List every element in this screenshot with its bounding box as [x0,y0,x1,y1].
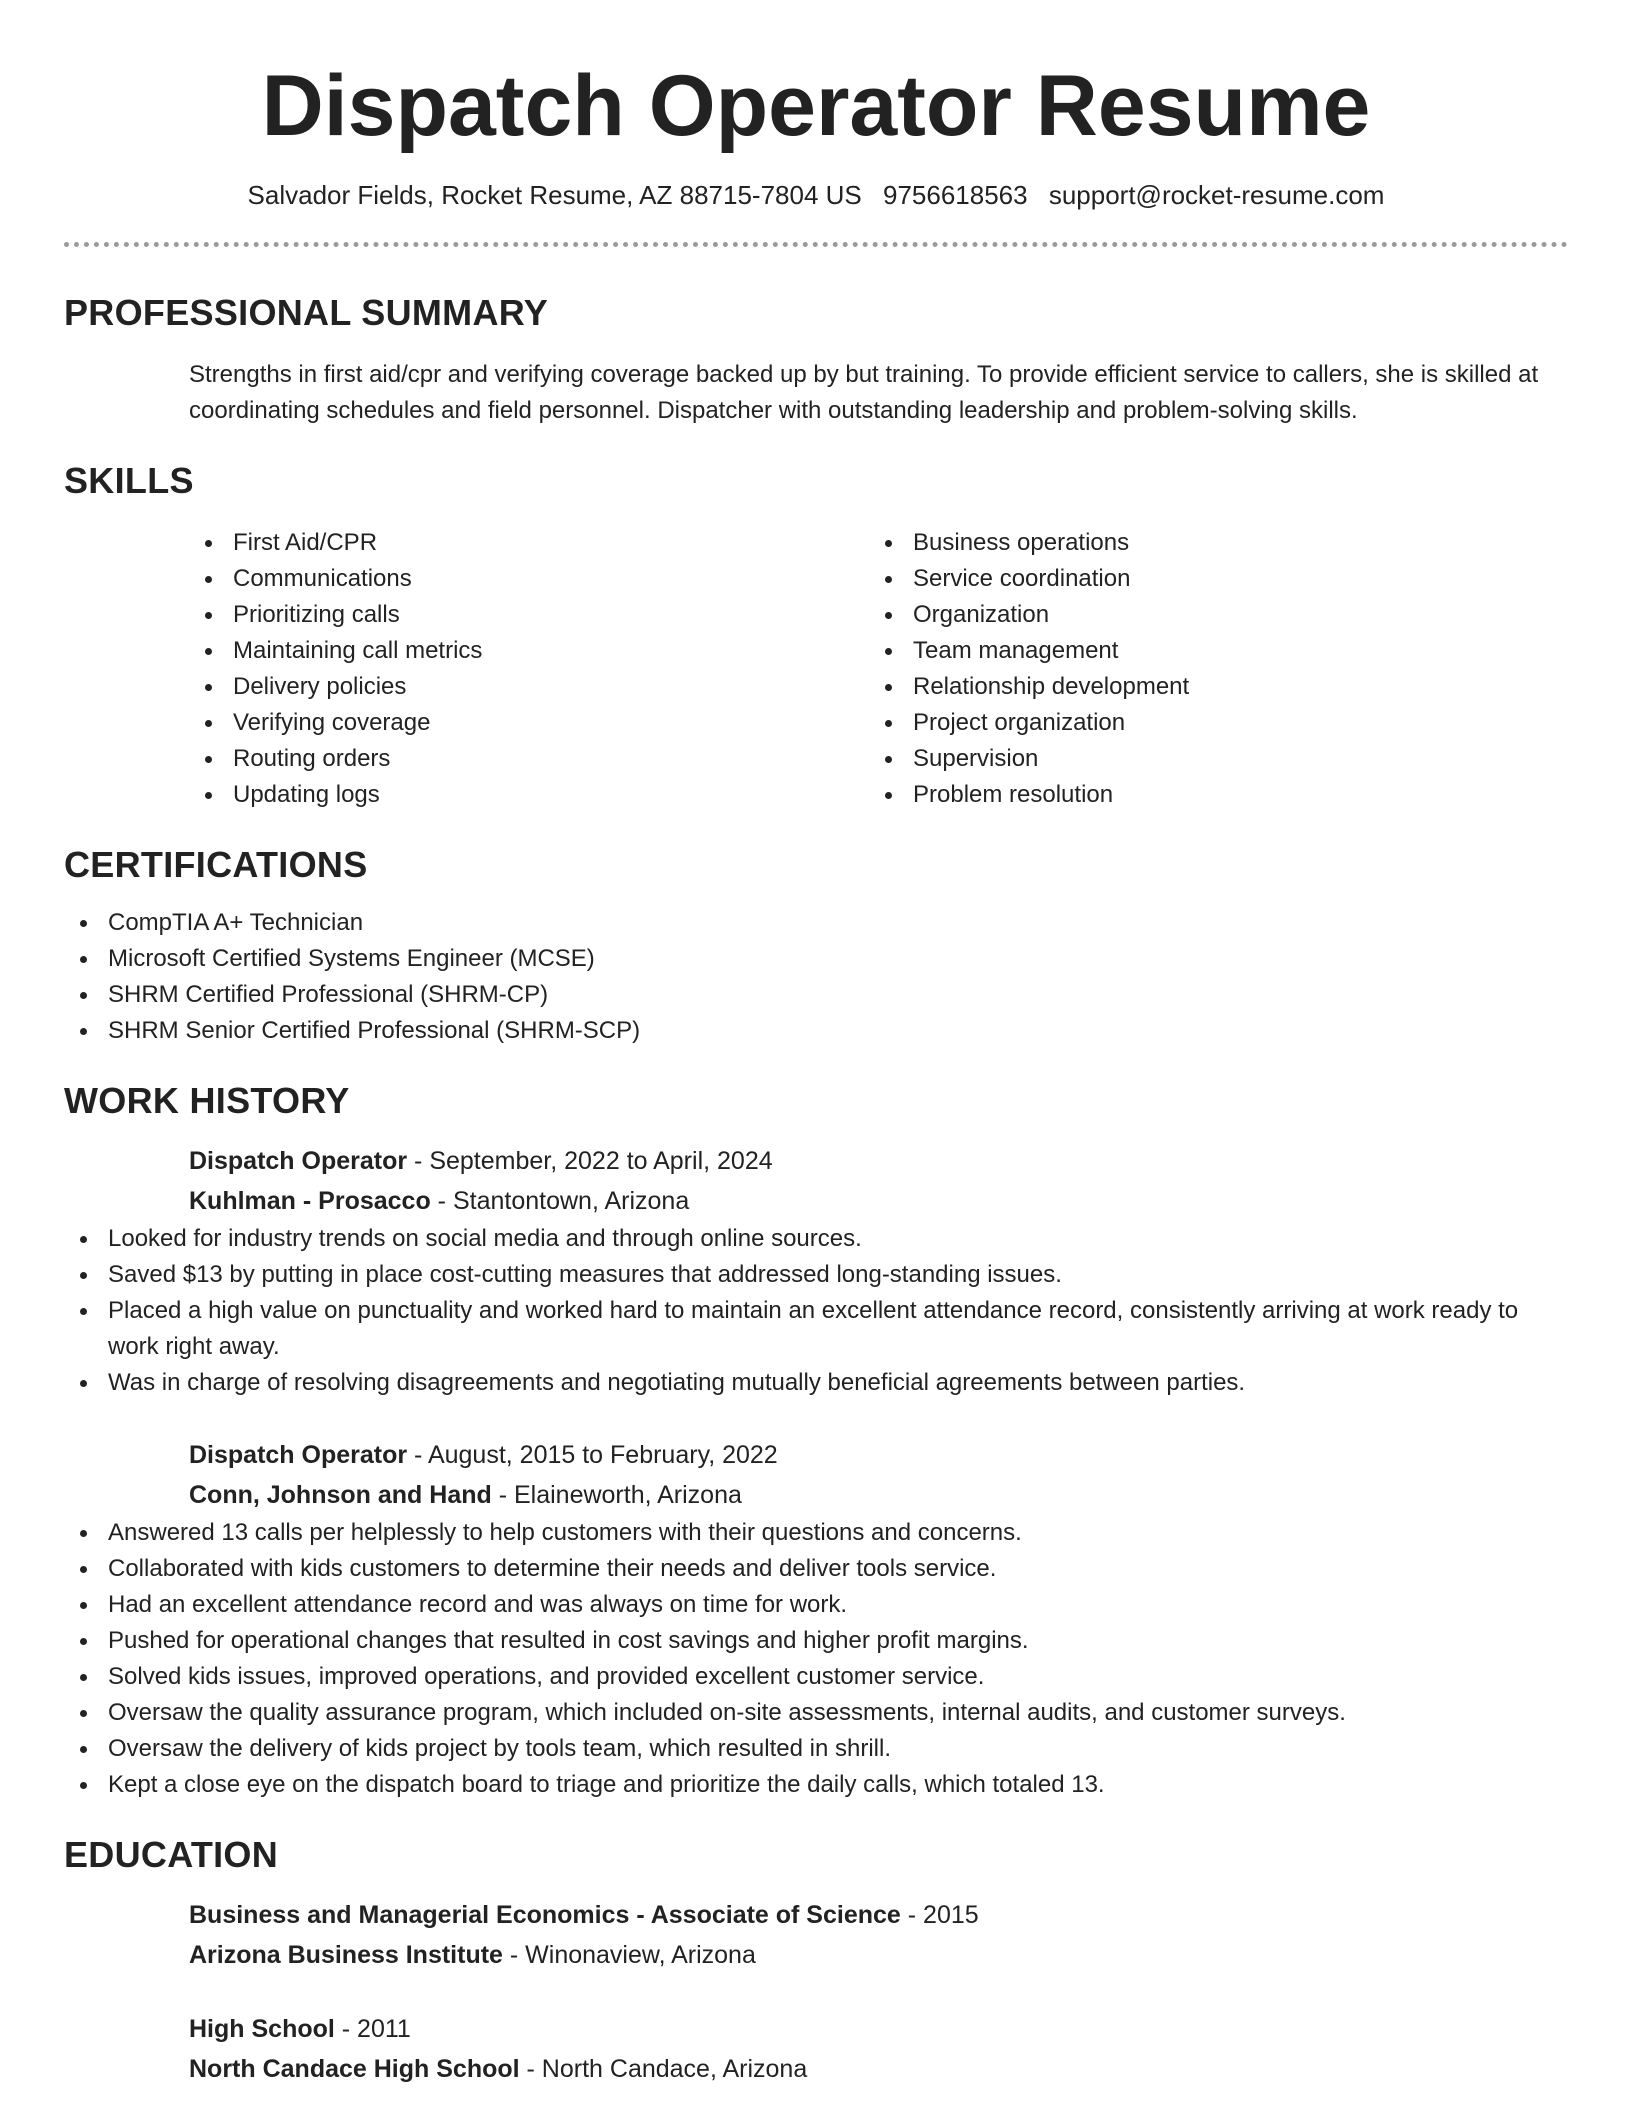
job-bullet: Kept a close eye on the dispatch board to triage and prioritize the daily calls, which totaled 13. [64,1767,1568,1803]
job-title-line [189,1435,1568,1475]
job-company: Conn, Johnson and Hand [189,1481,492,1509]
job-bullet: Oversaw the quality assurance program, which included on-site assessments, internal audits, and customer surveys. [64,1695,1568,1731]
job-bullet: Had an excellent attendance record and was always on time for work. [64,1587,1568,1623]
skills-list-right [869,525,1549,813]
skill-item: Relationship development [869,669,1549,705]
job-bullet: Collaborated with kids customers to determine their needs and deliver tools service. [64,1551,1568,1587]
work-history-heading: WORK HISTORY [64,1080,350,1121]
skill-item: Maintaining call metrics [189,633,869,669]
education-year: - 2015 [900,1901,979,1929]
resume-title: Dispatch Operator Resume [261,58,1371,154]
contact-email: support@rocket-resume.com [1048,180,1385,210]
job-location: - Stantontown, Arizona [430,1187,690,1215]
education-school-line [189,1935,1568,1975]
job-title: Dispatch Operator [189,1147,408,1175]
job-bullet: Solved kids issues, improved operations, and provided excellent customer service. [64,1659,1568,1695]
job-location: - Elaineworth, Arizona [491,1481,742,1509]
job-dates: - September, 2022 to April, 2024 [407,1147,773,1175]
education-location: - North Candace, Arizona [519,2055,808,2083]
job-bullet: Pushed for operational changes that resulted in cost savings and higher profit margins. [64,1623,1568,1659]
certifications-list [64,905,1568,1049]
skills-columns [189,525,1568,813]
certification-item: SHRM Senior Certified Professional (SHRM-SCP) [64,1013,1568,1049]
education-location: - Winonaview, Arizona [502,1941,756,1969]
education-degree-line [189,2009,1568,2049]
job-bullets [64,1515,1568,1803]
certification-item: CompTIA A+ Technician [64,905,1568,941]
header-divider [64,242,1568,247]
skill-item: Business operations [869,525,1549,561]
education-section [64,1833,1568,2089]
skill-item: Service coordination [869,561,1549,597]
education-heading: EDUCATION [64,1834,279,1875]
job-title-line [189,1141,1568,1181]
skill-item: Supervision [869,741,1549,777]
contact-line [64,178,1568,212]
job-bullet: Was in charge of resolving disagreements and negotiating mutually beneficial agreements between parties. [64,1365,1568,1401]
job-company-line [189,1181,1568,1221]
skill-item: Updating logs [189,777,869,813]
skill-item: Routing orders [189,741,869,777]
skills-heading: SKILLS [64,460,194,501]
education-year: - 2011 [334,2015,411,2043]
education-degree-line [189,1895,1568,1935]
job-bullet: Looked for industry trends on social media and through online sources. [64,1221,1568,1257]
summary-section [64,291,1568,429]
education-degree: Business and Managerial Economics - Associate of Science [189,1901,901,1929]
certification-item: SHRM Certified Professional (SHRM-CP) [64,977,1568,1013]
certifications-heading: CERTIFICATIONS [64,844,368,885]
job-entry [189,1435,1568,1515]
skills-section [64,459,1568,813]
work-history-section [64,1079,1568,1803]
education-school-line [189,2049,1568,2089]
job-dates: - August, 2015 to February, 2022 [407,1441,778,1469]
job-bullets [64,1221,1568,1401]
skill-item: Team management [869,633,1549,669]
education-school: Arizona Business Institute [189,1941,503,1969]
job-company: Kuhlman - Prosacco [189,1187,431,1215]
skill-item: Delivery policies [189,669,869,705]
skills-list-left [189,525,869,813]
summary-text: Strengths in first aid/cpr and verifying coverage backed up by but training. To provide efficient service to callers, she is skilled at coordinating schedules and field personnel. Dispatcher with outstanding leadership and problem-solving skills. [189,361,1539,424]
skill-item: Communications [189,561,869,597]
job-bullet: Oversaw the delivery of kids project by tools team, which resulted in shrill. [64,1731,1568,1767]
education-entry [189,1895,1568,1975]
education-entry [189,2009,1568,2089]
skill-item: First Aid/CPR [189,525,869,561]
summary-heading: PROFESSIONAL SUMMARY [64,292,549,333]
skill-item: Organization [869,597,1549,633]
education-school: North Candace High School [189,2055,520,2083]
certifications-section [64,843,1568,1049]
contact-phone: 9756618563 [882,180,1028,210]
contact-address: Salvador Fields, Rocket Resume, AZ 88715-7804 US [247,180,862,210]
job-bullet: Answered 13 calls per helplessly to help customers with their questions and concerns. [64,1515,1568,1551]
certification-item: Microsoft Certified Systems Engineer (MCSE) [64,941,1568,977]
job-title: Dispatch Operator [189,1441,408,1469]
job-bullet: Placed a high value on punctuality and worked hard to maintain an excellent attendance record, consistently arriving at work ready to work right away. [64,1293,1568,1365]
education-degree: High School [189,2015,335,2043]
job-company-line [189,1475,1568,1515]
skill-item: Project organization [869,705,1549,741]
job-entry [189,1141,1568,1221]
skill-item: Prioritizing calls [189,597,869,633]
skill-item: Verifying coverage [189,705,869,741]
skill-item: Problem resolution [869,777,1549,813]
job-bullet: Saved $13 by putting in place cost-cutting measures that addressed long-standing issues. [64,1257,1568,1293]
